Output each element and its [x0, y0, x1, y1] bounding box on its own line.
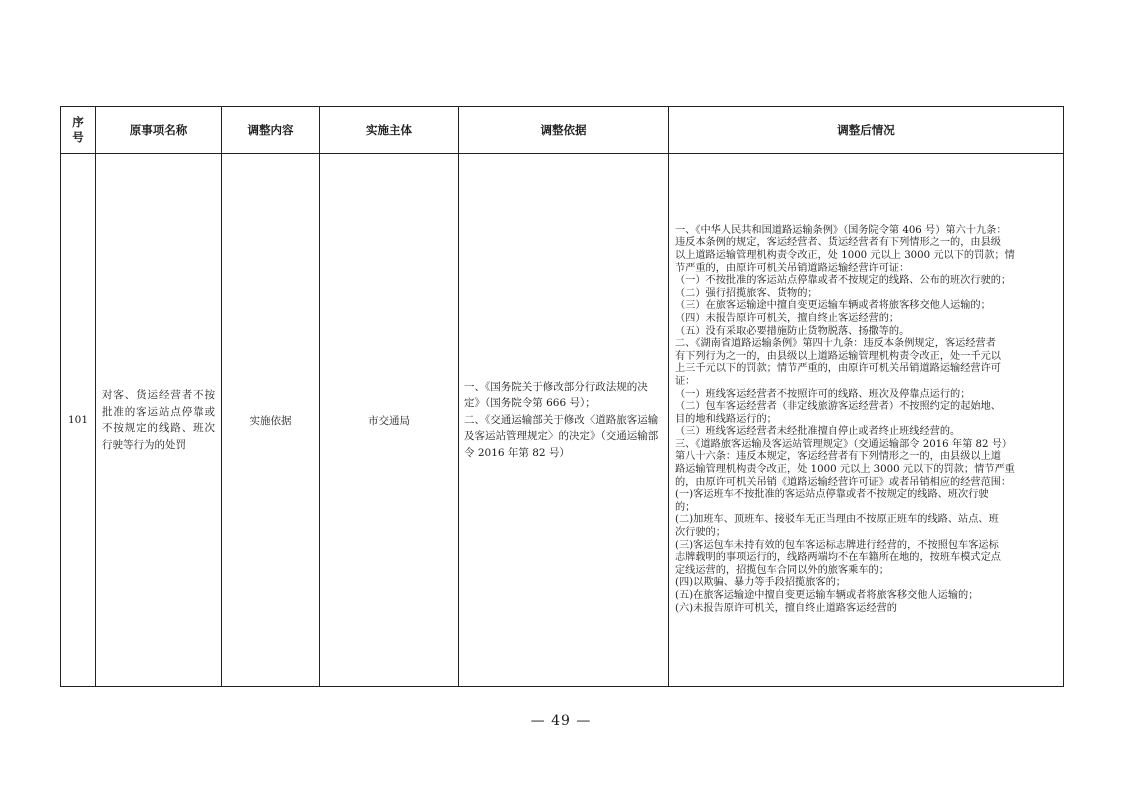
cell-serial-number: 101 [61, 154, 96, 687]
post-adjustment-line: 节严重的，由原许可机关吊销道路运输经营许可证： [675, 262, 910, 274]
post-adjustment-line: (二)加班车、顶班车、接驳车无正当理由不按原正班车的线路、站点、班 [675, 514, 999, 526]
post-adjustment-text [675, 225, 1057, 615]
post-adjustment-line: (三)客运包车未持有效的包车客运标志牌进行经营的，不按照包车客运标 [675, 539, 999, 551]
post-adjustment-line: 路运输管理机构责令改正，处 1000 元以上 3000 元以下的罚款；情节严重 [675, 464, 1015, 476]
post-adjustment-line: （三）班线客运经营者未经批准擅自停止或者终止班线经营的。 [675, 426, 961, 438]
post-adjustment-line: 的； [675, 501, 696, 513]
post-adjustment-line: (五)在旅客运输途中擅自变更运输车辆或者将旅客移交他人运输的； [675, 590, 979, 602]
post-adjustment-line: （一）班线客运经营者不按照许可的线路、班次及停靠点运行的； [675, 388, 971, 400]
header-post-adjustment-status: 调整后情况 [669, 107, 1064, 154]
cell-implementing-body: 市交通局 [320, 154, 459, 687]
post-adjustment-line: 证： [675, 375, 696, 387]
post-adjustment-line: （二）包车客运经营者（非定线旅游客运经营者）不按照约定的起始地、 [675, 401, 1001, 413]
post-adjustment-line: 的，由原许可机关吊销《道路运输经营许可证》或者吊销相应的经营范围： [675, 476, 1012, 488]
table-header-row [61, 107, 1064, 154]
post-adjustment-line: （三）在旅客运输途中擅自变更运输车辆或者将旅客移交他人运输的； [675, 300, 991, 312]
post-adjustment-line: 以上道路运输管理机构责令改正，处 1000 元以上 3000 元以下的罚款；情 [675, 249, 1015, 261]
cell-adjustment-basis [459, 154, 669, 687]
header-serial-number-label: 序 号 [72, 115, 84, 144]
post-adjustment-line: 志牌载明的事项运行的，线路两端均不在车籍所在地的，按班车模式定点 [675, 552, 1001, 564]
post-adjustment-line: （二）强行招揽旅客、货物的； [675, 287, 818, 299]
post-adjustment-line: (一)客运班车不按批准的客运站点停靠或者不按规定的线路、班次行驶 [675, 489, 989, 501]
post-adjustment-line: 一、《中华人民共和国道路运输条例》（国务院令第 406 号）第六十九条： [675, 224, 1007, 236]
post-adjustment-line: 二、《湖南省道路运输条例》第四十九条：违反本条例规定，客运经营者 [675, 338, 996, 350]
header-adjustment-content: 调整内容 [222, 107, 320, 154]
post-adjustment-line: 次行驶的； [675, 527, 726, 539]
header-original-item-name: 原事项名称 [96, 107, 222, 154]
post-adjustment-line: 第八十六条：违反本规定，客运经营者有下列情形之一的，由县级以上道 [675, 451, 1001, 463]
post-adjustment-line: 目的地和线路运行的； [675, 413, 777, 425]
post-adjustment-line: 三、《道路旅客运输及客运站管理规定》（交通运输部令 2016 年第 82 号） [675, 438, 1013, 450]
post-adjustment-line: (六)未报告原许可机关，擅自终止道路客运经营的 [675, 602, 897, 614]
post-adjustment-line: 违反本条例的规定，客运经营者、货运经营者有下列情形之一的，由县级 [675, 237, 1001, 249]
post-adjustment-line: （五）没有采取必要措施防止货物脱落、扬撒等的。 [675, 325, 910, 337]
header-serial-number [61, 107, 96, 154]
post-adjustment-line: 有下列行为之一的，由县级以上道路运输管理机构责令改正，处一千元以 [675, 350, 1001, 362]
basis-item-2: 二、《交通运输部关于修改〈道路旅客运输及客运站管理规定〉的决定》（交通运输部令 2016 年第 82 号） [464, 413, 659, 459]
cell-post-adjustment-status [669, 154, 1064, 687]
cell-adjustment-content: 实施依据 [222, 154, 320, 687]
header-adjustment-basis: 调整依据 [459, 107, 669, 154]
table-row [61, 154, 1064, 687]
header-implementing-body: 实施主体 [320, 107, 459, 154]
post-adjustment-line: 定线运营的，招揽包车合同以外的旅客乘车的； [675, 564, 889, 576]
post-adjustment-line: （一）不按批准的客运站点停靠或者不按规定的线路、公布的班次行驶的； [675, 275, 1012, 287]
cell-original-item-name: 对客、货运经营者不按批准的客运站点停靠或不按规定的线路、班次行驶等行为的处罚 [96, 154, 222, 687]
basis-item-1: 一、《国务院关于修改部分行政法规的决定》（国务院令第 666 号）； [464, 380, 648, 410]
page-number: — 49 — [530, 713, 592, 729]
post-adjustment-line: (四)以欺骗、暴力等手段招揽旅客的； [675, 577, 846, 589]
adjustment-table [60, 106, 1064, 687]
post-adjustment-line: 上三千元以下的罚款；情节严重的，由原许可机关吊销道路运输经营许可 [675, 363, 1001, 375]
post-adjustment-line: （四）未报告原许可机关，擅自终止客运经营的； [675, 312, 900, 324]
